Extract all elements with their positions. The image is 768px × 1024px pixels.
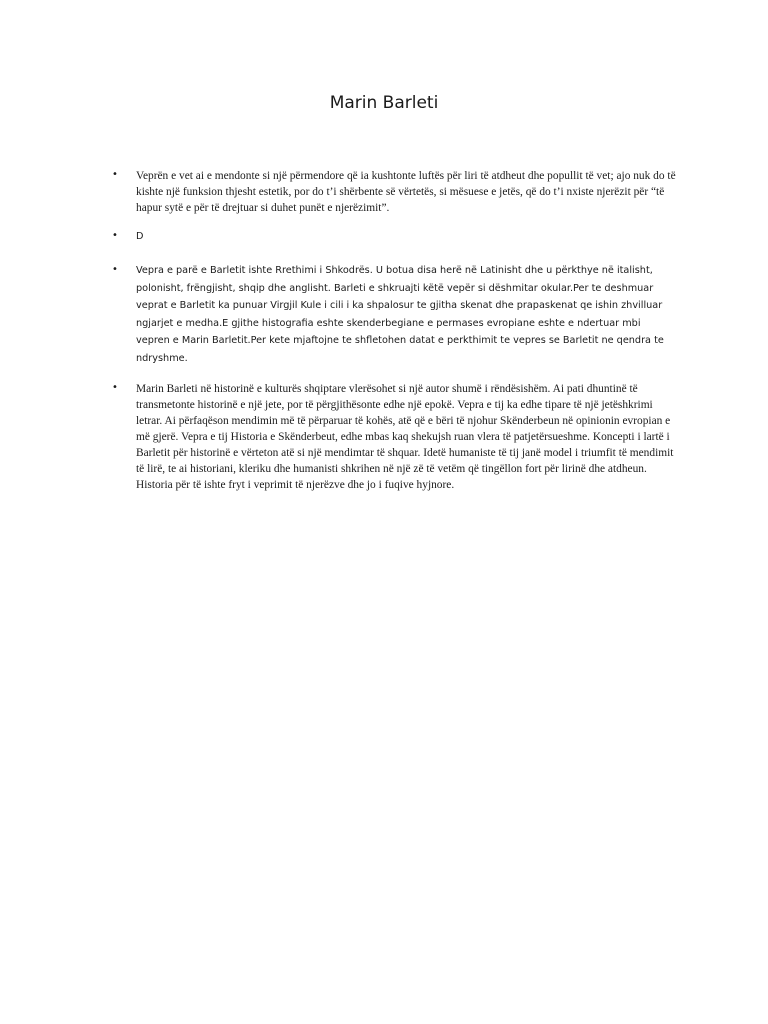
bullet-icon: • [112,230,118,241]
paragraph-text: Veprën e vet ai e mendonte si një përmendore që ia kushtonte luftës për liri të atdheut dhe popullit të vet; ajo nuk do të kishte një funksion thjesht estetik, por do t’i shërbente së vërtetës, si mësuese e jetës, që do t’i nxiste njerëzit për “të hapur sytë e për të drejtuar si duhet punët e njerëzimit”. [136,170,676,214]
bullet-icon: • [112,169,118,180]
paragraph-text: Vepra e parë e Barletit ishte Rrethimi i Shkodrës. U botua disa herë në Latinisht dhe u përkthye në italisht, polonisht, frëngjisht, shqip dhe anglisht. Barleti e shkruajti këtë vepër si dëshmitar okular.Per te deshmuar veprat e Barletit ka punuar Virgjil Kule i cili i ka shpalosur te gjitha skenat dhe prapaskenat qe ishin zhvilluar ngjarjet e medha.E gjithe histografia eshte skenderbegiane e permases evropiane eshte e ndertuar mbi vepren e Marin Barletit.Per kete mjaftojne te shfletohen datat e perkthimit te vepres se Barletit ne qendra te ndryshme. [136,265,664,364]
paragraph-text: Marin Barleti në historinë e kulturës shqiptare vlerësohet si një autor shumë i rëndësishëm. Ai pati dhuntinë të transmetonte historinë e një jete, por të përgjithësonte edhe një epokë. Vepra e tij ka edhe tipare të një jetëshkrimi letrar. Ai përfaqëson mendimin më të përparuar të kohës, atë që e bëri të njohur Skënderbeun në opinionin evropian e më gjerë. Vepra e tij Historia e Skënderbeut, edhe mbas kaq shekujsh ruan vlera të patjetërsueshme. Koncepti i lartë i Barletit për historinë e vërteton atë si një mendimtar të shquar. Idetë humaniste të tij janë model i triumfit të mendimit të lirë, te ai historiani, kleriku dhe humanisti shkrihen në një zë të vetëm që tingëllon fort për lirinë dhe atdheun. Historia për të ishte fryt i veprimit të njerëzve dhe jo i fuqive hyjnore. [136,383,674,491]
bullet-icon: • [112,264,118,275]
list-item [112,262,676,368]
list-item [112,168,676,216]
list-item [112,381,676,493]
paragraph-text: D [136,231,144,242]
bullet-icon: • [112,382,118,393]
document-title: Marin Barleti [329,93,439,113]
list-item [112,228,676,246]
